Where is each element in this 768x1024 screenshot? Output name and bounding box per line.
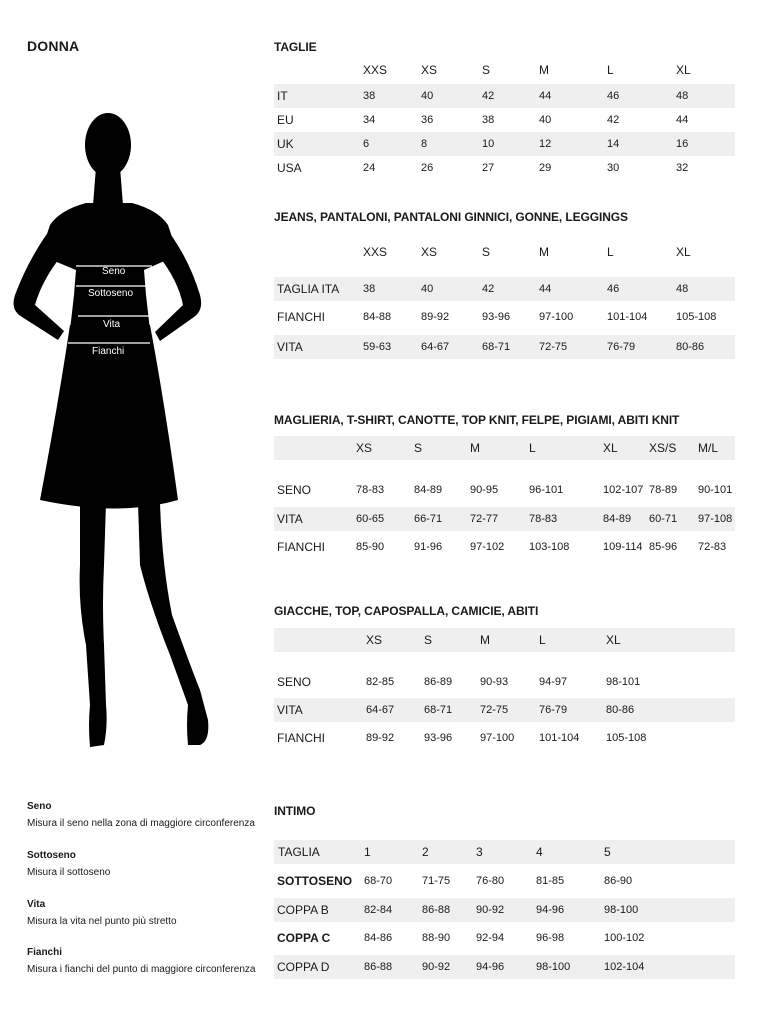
table-cell: 89-92: [421, 311, 450, 323]
table-header-cell: L: [539, 633, 546, 647]
table-header-cell: S: [482, 245, 491, 259]
row-label: EU: [277, 113, 294, 127]
figure-label-sottoseno: Sottoseno: [88, 288, 134, 299]
row-label: VITA: [277, 340, 303, 354]
table-cell: 91-96: [414, 541, 443, 553]
table-header-cell: 2: [422, 845, 429, 859]
legend-item: [27, 850, 257, 878]
table-cell: 44: [539, 90, 552, 102]
table-header-cell: S: [482, 63, 491, 77]
table-cell: 80-86: [606, 704, 635, 716]
table-cell: 98-100: [536, 961, 571, 973]
table-cell: 98-101: [606, 676, 641, 688]
table-header-cell: XS: [421, 63, 438, 77]
table-cell: 96-98: [536, 932, 565, 944]
table-cell: 94-96: [476, 961, 505, 973]
row-label: COPPA C: [277, 931, 331, 945]
table-cell: 76-79: [539, 704, 568, 716]
table-cell: 40: [421, 283, 434, 295]
table-cell: 59-63: [363, 341, 392, 353]
legend-description: Misura i fianchi del punto di maggiore circonferenza: [27, 964, 256, 975]
table-header-cell: M/L: [698, 441, 719, 455]
row-label: FIANCHI: [277, 540, 325, 554]
table-row: [274, 898, 735, 922]
table-cell: 78-89: [649, 484, 678, 496]
table-cell: 27: [482, 162, 495, 174]
figure-label-seno: Seno: [102, 266, 126, 277]
table-header-cell: XXS: [363, 63, 388, 77]
table-header-row: [274, 628, 735, 652]
table-row: [274, 108, 735, 132]
table-cell: 90-92: [476, 904, 505, 916]
row-label: SENO: [277, 675, 312, 689]
table-title: INTIMO: [274, 804, 316, 818]
table-cell: 36: [421, 114, 434, 126]
table-cell: 93-96: [424, 732, 453, 744]
table-header-cell: XS: [421, 245, 438, 259]
table-cell: 44: [539, 283, 552, 295]
table-cell: 93-96: [482, 311, 511, 323]
table-cell: 40: [539, 114, 552, 126]
legend-term: Seno: [27, 801, 52, 812]
table-cell: 86-88: [364, 961, 393, 973]
table-cell: 84-89: [414, 484, 443, 496]
table-header-cell: M: [480, 633, 490, 647]
table-cell: 76-80: [476, 875, 505, 887]
table-cell: 86-90: [604, 875, 633, 887]
table-title: MAGLIERIA, T-SHIRT, CANOTTE, TOP KNIT, FELPE, PIGIAMI, ABITI KNIT: [274, 413, 680, 427]
table-header-row: [274, 58, 735, 82]
table-cell: 64-67: [421, 341, 450, 353]
table-cell: 72-75: [480, 704, 509, 716]
table-header-cell: M: [539, 245, 549, 259]
table-cell: 101-104: [607, 311, 648, 323]
table-header-row: [274, 240, 735, 264]
table-cell: 82-85: [366, 676, 395, 688]
table-cell: 103-108: [529, 541, 570, 553]
legend-description: Misura la vita nel punto più stretto: [27, 916, 177, 927]
table-cell: 38: [363, 90, 376, 102]
row-label: FIANCHI: [277, 310, 325, 324]
legend-item: [27, 947, 257, 975]
table-header-cell: S: [424, 633, 433, 647]
table-cell: 86-88: [422, 904, 451, 916]
legend-item: [27, 801, 257, 829]
table-cell: 68-71: [482, 341, 511, 353]
row-label: UK: [277, 137, 294, 151]
row-label: VITA: [277, 703, 303, 717]
table-row: [274, 335, 735, 359]
table-cell: 26: [421, 162, 434, 174]
legend-term: Vita: [27, 899, 46, 910]
table-cell: 100-102: [604, 932, 645, 944]
table-cell: 60-65: [356, 513, 385, 525]
table-cell: 38: [482, 114, 495, 126]
table-cell: 97-102: [470, 541, 505, 553]
table-title: GIACCHE, TOP, CAPOSPALLA, CAMICIE, ABITI: [274, 604, 539, 618]
table-cell: 42: [482, 90, 495, 102]
table-cell: 10: [482, 138, 495, 150]
table-row: [274, 277, 735, 301]
row-label: COPPA B: [277, 903, 329, 917]
table-cell: 68-70: [364, 875, 393, 887]
row-label: SENO: [277, 483, 312, 497]
table-row: [274, 478, 735, 502]
table-header-cell: XL: [603, 441, 618, 455]
table-cell: 48: [676, 283, 689, 295]
legend-term: Sottoseno: [27, 850, 76, 861]
table-cell: 44: [676, 114, 689, 126]
table-cell: 97-100: [480, 732, 515, 744]
table-cell: 102-107: [603, 484, 644, 496]
row-label: TAGLIA ITA: [277, 282, 340, 296]
table-row: [274, 156, 735, 180]
table-cell: 81-85: [536, 875, 565, 887]
table-cell: 88-90: [422, 932, 451, 944]
table-header-cell: S: [414, 441, 423, 455]
table-cell: 66-71: [414, 513, 443, 525]
table-cell: 92-94: [476, 932, 505, 944]
table-cell: 46: [607, 90, 620, 102]
table-header-cell: M: [470, 441, 480, 455]
table-cell: 105-108: [676, 311, 717, 323]
table-row: [274, 507, 735, 531]
table-header-cell: 3: [476, 845, 483, 859]
row-label: IT: [277, 89, 288, 103]
table-cell: 76-79: [607, 341, 636, 353]
row-label: VITA: [277, 512, 303, 526]
figure-label-fianchi: Fianchi: [92, 346, 125, 357]
table-cell: 98-100: [604, 904, 639, 916]
table-cell: 86-89: [424, 676, 453, 688]
row-label: USA: [277, 161, 302, 175]
table-cell: 12: [539, 138, 552, 150]
table-header-label: TAGLIA: [278, 845, 320, 859]
table-cell: 32: [676, 162, 689, 174]
table-cell: 6: [363, 138, 370, 150]
table-cell: 84-86: [364, 932, 393, 944]
table-cell: 48: [676, 90, 689, 102]
table-row: [274, 726, 735, 750]
table-header-row: [274, 840, 735, 864]
table-cell: 109-114: [603, 541, 643, 553]
table-cell: 34: [363, 114, 376, 126]
table-header-cell: L: [607, 245, 614, 259]
table-cell: 42: [607, 114, 620, 126]
table-row: [274, 670, 735, 694]
table-cell: 64-67: [366, 704, 395, 716]
table-cell: 82-84: [364, 904, 393, 916]
table-header-cell: 1: [364, 845, 371, 859]
table-cell: 14: [607, 138, 620, 150]
table-cell: 97-108: [698, 513, 733, 525]
table-cell: 105-108: [606, 732, 647, 744]
legend-item: [27, 899, 257, 927]
table-header-cell: XXS: [363, 245, 388, 259]
table-header-row: [274, 436, 735, 460]
table-cell: 90-95: [470, 484, 499, 496]
table-header-cell: XL: [606, 633, 621, 647]
table-header-cell: L: [607, 63, 614, 77]
table-row: [274, 84, 735, 108]
table-header-cell: XS/S: [649, 441, 677, 455]
table-cell: 72-75: [539, 341, 568, 353]
table-cell: 94-97: [539, 676, 568, 688]
table-header-cell: L: [529, 441, 536, 455]
legend-description: Misura il seno nella zona di maggiore circonferenza: [27, 818, 255, 829]
table-row: [274, 926, 735, 950]
page-title: DONNA: [27, 38, 80, 54]
table-header-cell: XL: [676, 245, 691, 259]
table-cell: 78-83: [356, 484, 385, 496]
table-cell: 60-71: [649, 513, 678, 525]
table-cell: 94-96: [536, 904, 565, 916]
table-row: [274, 955, 735, 979]
table-cell: 72-83: [698, 541, 727, 553]
table-cell: 71-75: [422, 875, 451, 887]
table-row: [274, 132, 735, 156]
table-cell: 46: [607, 283, 620, 295]
table-cell: 101-104: [539, 732, 580, 744]
table-cell: 29: [539, 162, 552, 174]
table-title: JEANS, PANTALONI, PANTALONI GINNICI, GONNE, LEGGINGS: [274, 210, 628, 224]
table-cell: 24: [363, 162, 376, 174]
row-label: FIANCHI: [277, 731, 325, 745]
table-cell: 102-104: [604, 961, 645, 973]
table-cell: 38: [363, 283, 376, 295]
table-cell: 96-101: [529, 484, 564, 496]
table-cell: 90-92: [422, 961, 451, 973]
table-cell: 68-71: [424, 704, 453, 716]
table-cell: 97-100: [539, 311, 574, 323]
table-header-cell: XL: [676, 63, 691, 77]
row-label: SOTTOSENO: [277, 874, 353, 888]
table-cell: 16: [676, 138, 689, 150]
table-cell: 72-77: [470, 513, 499, 525]
table-cell: 85-90: [356, 541, 385, 553]
body-silhouette-figure: [0, 105, 230, 755]
legend-description: Misura il sottoseno: [27, 867, 111, 878]
table-cell: 85-96: [649, 541, 678, 553]
table-cell: 30: [607, 162, 620, 174]
table-row: [274, 535, 735, 559]
table-row: [274, 698, 735, 722]
table-title: TAGLIE: [274, 40, 317, 54]
table-row: [274, 869, 735, 893]
row-label: COPPA D: [277, 960, 330, 974]
table-cell: 90-93: [480, 676, 509, 688]
table-cell: 89-92: [366, 732, 395, 744]
table-cell: 8: [421, 138, 428, 150]
table-header-cell: XS: [366, 633, 383, 647]
table-row: [274, 305, 735, 329]
table-cell: 80-86: [676, 341, 705, 353]
table-header-cell: XS: [356, 441, 373, 455]
legend-term: Fianchi: [27, 947, 63, 958]
figure-label-vita: Vita: [103, 319, 121, 330]
table-cell: 90-101: [698, 484, 733, 496]
table-cell: 40: [421, 90, 434, 102]
table-cell: 42: [482, 283, 495, 295]
table-cell: 84-88: [363, 311, 392, 323]
table-header-cell: 4: [536, 845, 543, 859]
table-cell: 84-89: [603, 513, 632, 525]
table-header-cell: M: [539, 63, 549, 77]
table-cell: 78-83: [529, 513, 558, 525]
table-header-cell: 5: [604, 845, 611, 859]
